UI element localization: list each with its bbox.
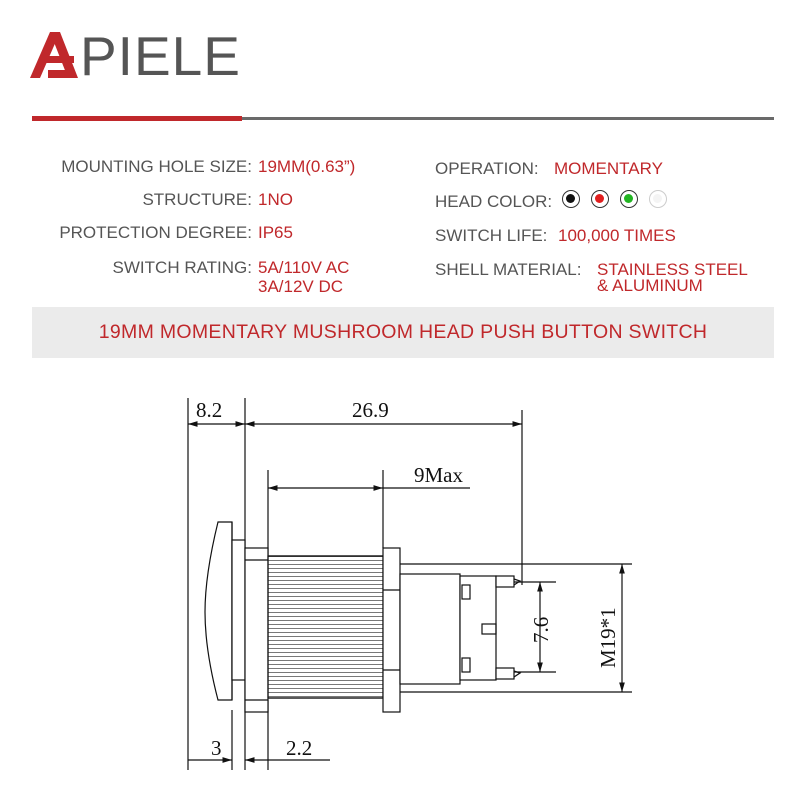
spec-value: 5A/110V AC	[258, 258, 350, 277]
spec-label: SHELL MATERIAL:	[435, 260, 582, 279]
spec-label: STRUCTURE:	[142, 190, 252, 209]
spec-value: 100,000 TIMES	[558, 226, 676, 245]
dim-thread-size: M19*1	[596, 607, 620, 668]
spec-value: IP65	[258, 223, 293, 242]
spec-value-2: 3A/12V DC	[258, 277, 344, 296]
dim-total-length: 26.9	[352, 398, 389, 422]
dim-gap: 2.2	[286, 736, 313, 760]
dim-terminal-spacing: 7.6	[529, 616, 553, 643]
spec-label: SWITCH RATING:	[112, 258, 252, 277]
spec-label: MOUNTING HOLE SIZE:	[61, 157, 252, 176]
dim-flange: 3	[211, 736, 222, 760]
spec-label: PROTECTION DEGREE:	[59, 223, 252, 242]
dim-thread-max: 9Max	[414, 463, 463, 487]
spec-value: 19MM(0.63”)	[258, 157, 356, 176]
spec-value: STAINLESS STEEL	[597, 260, 748, 279]
spec-label: OPERATION:	[435, 159, 539, 178]
spec-label: SWITCH LIFE:	[435, 226, 548, 245]
spec-value: 1NO	[258, 190, 293, 209]
product-title-banner: 19MM MOMENTARY MUSHROOM HEAD PUSH BUTTON SWITCH	[32, 307, 774, 358]
spec-value: MOMENTARY	[554, 159, 663, 178]
spec-value-2: & ALUMINUM	[597, 276, 703, 295]
spec-label: HEAD COLOR:	[435, 192, 553, 211]
brand-name: PIELE	[80, 25, 241, 87]
dim-head-width: 8.2	[196, 398, 223, 422]
